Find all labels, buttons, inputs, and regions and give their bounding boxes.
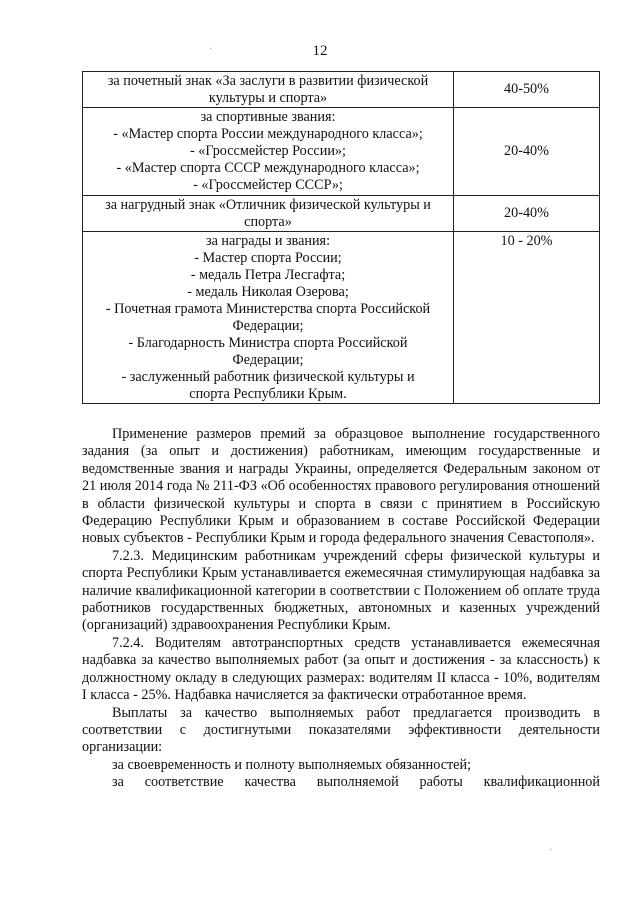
award-line: - заслуженный работник физической культуры и [121,368,415,385]
table-row [83,72,600,108]
paragraph: 7.2.4. Водителям автотранспортных средств устанавливается ежемесячная надбавка за качество выполняемых работ (за опыт и достижения - за классность) к должностному окладу в следующих размерах: водителям II класса - 10%, водителям I класса - 25%. Надбавка начисляется за фактически отработанное время. [82,634,600,704]
body-text [82,426,600,792]
table-row [83,196,600,232]
paragraph: за своевременность и полноту выполняемых обязанностей; [112,756,472,773]
award-cell [83,232,454,404]
award-line: - «Мастер спорта России международного класса»; [113,126,423,142]
percent-cell: 20-40% [454,196,600,232]
award-line: - Благодарность Министра спорта Российской [128,334,408,351]
award-line: - Мастер спорта России; [194,249,342,266]
award-line: Федерации; [232,351,304,368]
paragraph: Выплаты за качество выполняемых работ предлагается производить в соответствии с достигнутыми показателями эффективности деятельности организации: [82,704,600,756]
paragraph: Применение размеров премий за образцовое выполнение государственного задания (за опыт и достижения) работникам, имеющим государственные и ведомственные звания и награды Украины, определяется Федеральным законом от 21 июля 2014 года № 211-ФЗ «Об особенностях правового регулирования отношений в области физической культуры и спорта в связи с принятием в Российскую Федерацию Республики Крым и образованием в составе Российской Федерации новых субъектов - Республики Крым и города федерального значения Севастополя». [82,426,600,547]
award-cell [83,108,454,196]
scan-speck: · [549,845,553,856]
award-line: - медаль Николая Озерова; [187,283,349,300]
award-line: за спортивные звания: [200,109,336,125]
percent-cell: 20-40% [454,108,600,196]
award-line: за награды и звания: [205,232,331,249]
award-line: - медаль Петра Лесгафта; [190,266,346,283]
award-line: за почетный знак «За заслуги в развитии физической [107,72,429,89]
table-row [83,232,600,404]
paragraph: 7.2.3. Медицинским работникам учреждений сферы физической культуры и спорта Республики Крым устанавливается ежемесячная стимулирующая надбавка за наличие квалификационной категории в соответствии с Положением об оплате труда работников государственных бюджетных, автономных и казенных учреждений (организаций) здравоохранения Республики Крым. [82,547,600,634]
percent-cell: 40-50% [454,72,600,108]
award-cell [83,72,454,108]
table-row [83,108,600,196]
awards-table [82,71,600,404]
percent-cell: 10 - 20% [454,232,600,404]
page-number: 12 [312,43,328,59]
award-line: спорта» [244,213,292,230]
award-cell [83,196,454,232]
award-line: культуры и спорта» [208,89,328,106]
award-line: - «Гроссмейстер СССР»; [193,177,343,193]
award-line: Федерации; [232,317,304,334]
award-line: - «Гроссмейстер России»; [190,143,346,159]
award-line: - «Мастер спорта СССР международного класса»; [116,160,420,176]
award-line: - Почетная грамота Министерства спорта Российской [105,300,431,317]
scan-speck: · [209,44,213,55]
paragraph: за соответствие качества выполняемой работы квалификационной [112,774,600,791]
award-line: за нагрудный знак «Отличник физической культуры и [105,196,431,213]
award-line: спорта Республики Крым. [189,385,347,402]
